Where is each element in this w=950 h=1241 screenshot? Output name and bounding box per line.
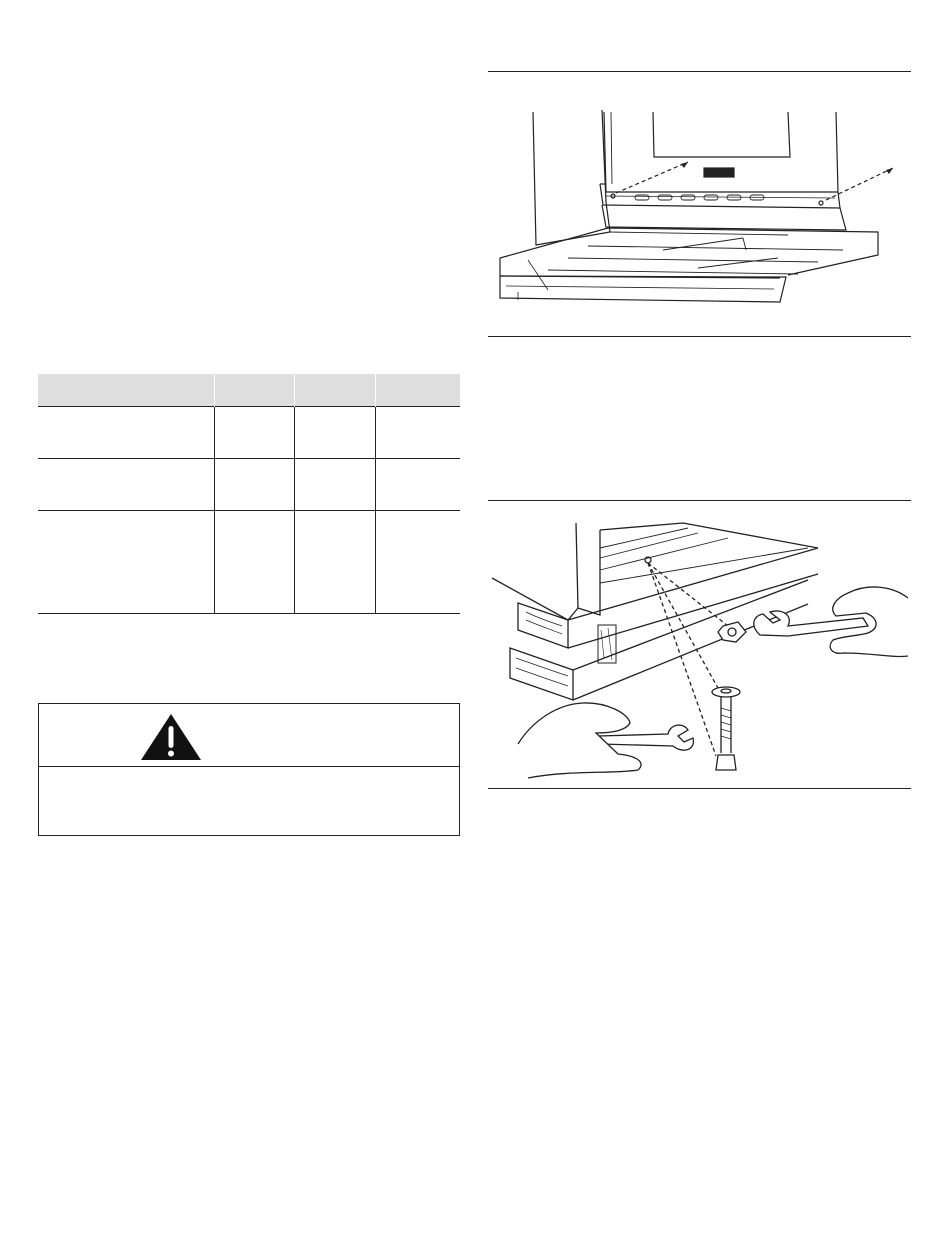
table-cell [295, 407, 375, 459]
figure-1-top-rule [488, 71, 911, 72]
table-cell [295, 459, 375, 511]
table-row [38, 459, 460, 511]
table-row [38, 407, 460, 459]
table-cell [214, 407, 294, 459]
figure-2-top-rule [488, 500, 911, 501]
figure-2-bottom-rule [488, 788, 911, 789]
figure-remove-shipping-bolts [488, 508, 911, 783]
table-row [38, 511, 460, 614]
table-cell [38, 511, 214, 614]
spec-table-header-cell [375, 374, 460, 407]
figure-appliance-on-pallet [488, 80, 911, 330]
warning-triangle-icon [139, 712, 203, 762]
table-cell [375, 459, 460, 511]
table-cell [375, 407, 460, 459]
figure-1-bottom-rule [488, 336, 911, 337]
table-cell [375, 511, 460, 614]
table-cell [214, 511, 294, 614]
table-cell [295, 511, 375, 614]
spec-table-header-cell [295, 374, 375, 407]
table-cell [214, 459, 294, 511]
table-cell [38, 407, 214, 459]
spec-table-header [38, 374, 460, 407]
warning-divider [39, 766, 459, 767]
spec-table-header-cell [214, 374, 294, 407]
spec-table [38, 374, 460, 614]
spec-table-header-cell [38, 374, 214, 407]
warning-box [38, 703, 460, 836]
table-cell [38, 459, 214, 511]
